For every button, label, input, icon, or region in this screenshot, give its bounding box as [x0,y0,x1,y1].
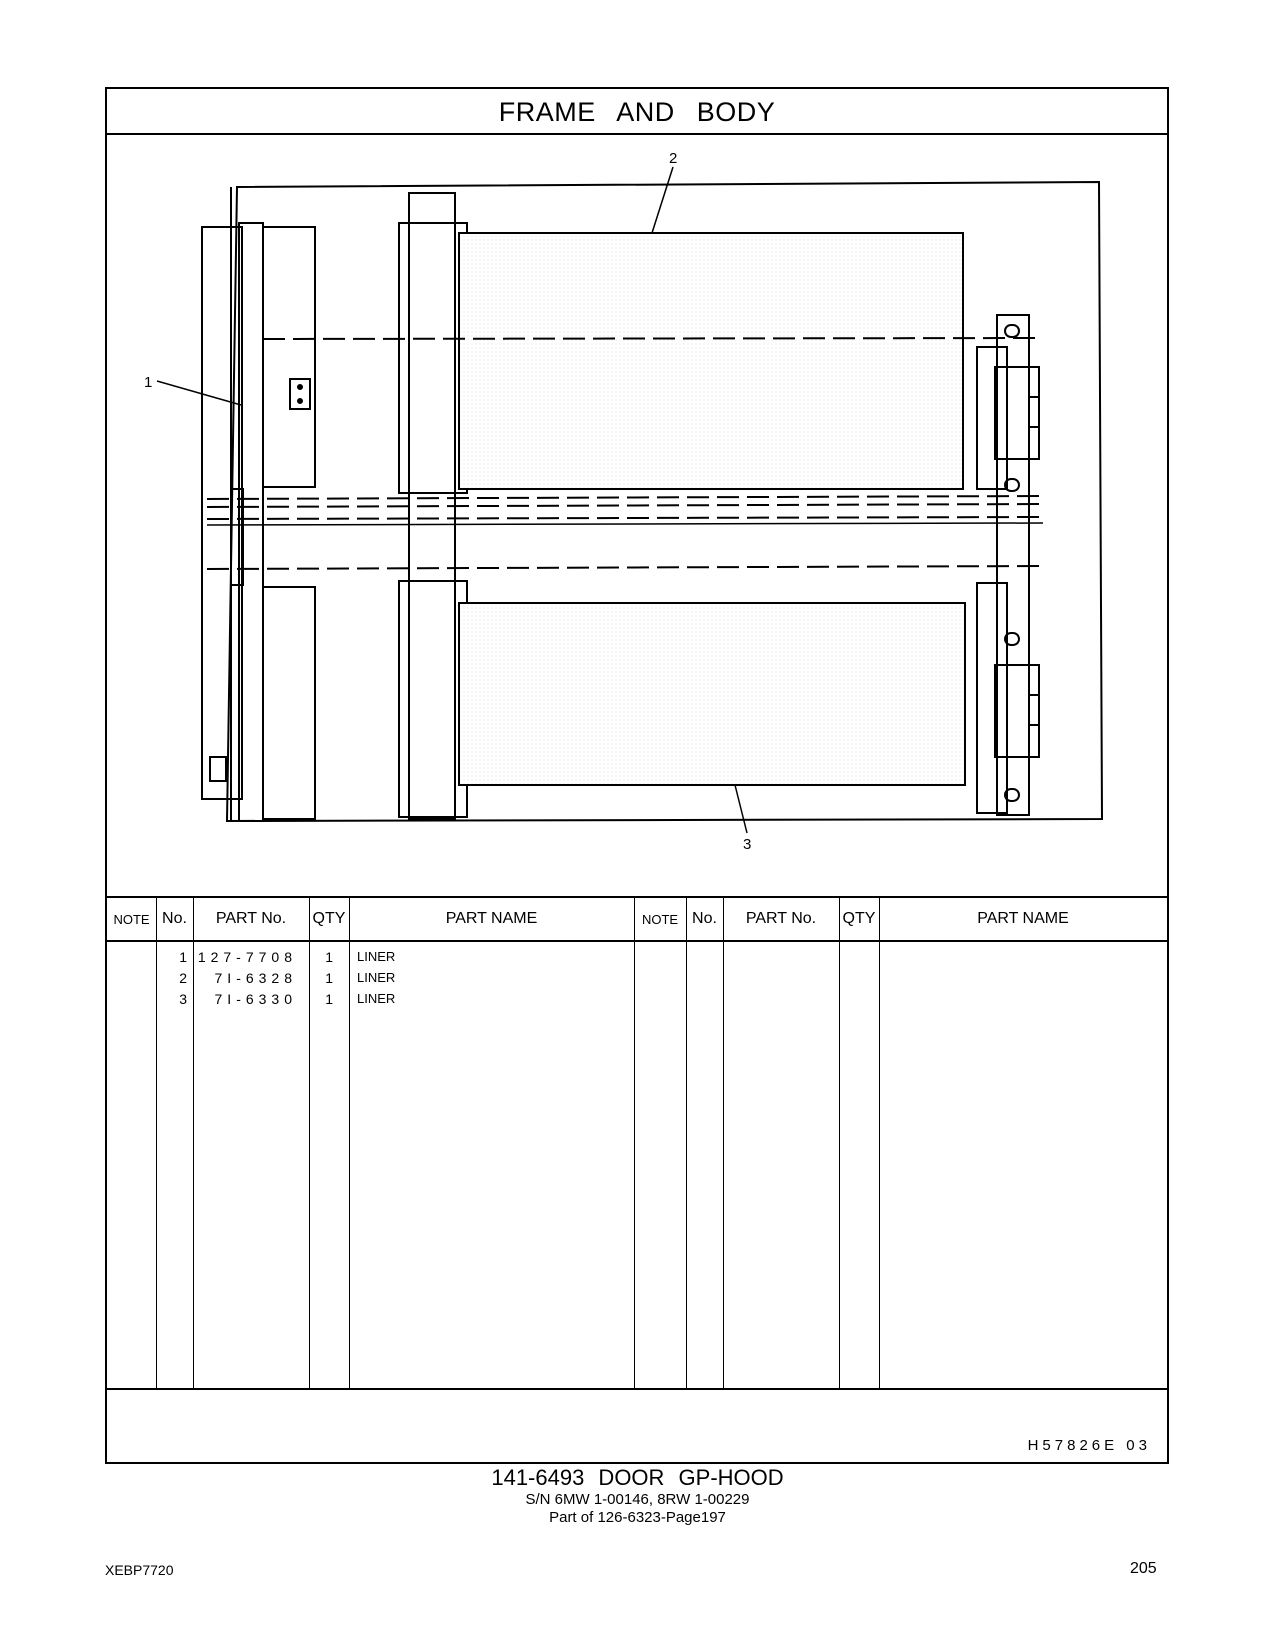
parts-illustration [107,135,1167,896]
item-number: 3 [179,991,187,1007]
door-hood-drawing [107,135,1167,896]
header-qty-left: QTY [312,910,346,927]
header-qty-right: QTY [842,910,876,927]
quantity: 1 [325,991,333,1007]
parts-table-body [107,942,1167,1388]
illustration-footer [107,1388,1167,1464]
parts-table-header [107,896,1167,942]
parts-page-frame [105,87,1169,1464]
callout-3: 3 [743,836,752,853]
item-number: 2 [179,970,187,986]
header-note-right: NOTE [641,911,679,927]
quantity: 1 [325,970,333,986]
page-number: 205 [1130,1560,1157,1577]
illustration-reference: H57826E 03 [1027,1437,1151,1454]
group-title: 141-6493 DOOR GP-HOOD [491,1465,784,1490]
part-number: 7I-6328 [214,970,297,986]
part-name: LINER [357,949,396,964]
section-title: FRAME AND BODY [107,89,1167,135]
header-no-left: No. [162,910,187,927]
parent-reference: Part of 126-6323-Page197 [549,1509,726,1526]
item-number: 1 [179,949,187,965]
header-part-no-left: PART No. [215,910,287,927]
quantity: 1 [325,949,333,965]
part-name: LINER [357,970,396,985]
header-part-name-left: PART NAME [445,910,538,927]
table-row [107,988,634,1010]
callout-1: 1 [144,374,153,391]
header-part-no-right: PART No. [745,910,817,927]
header-part-name-right: PART NAME [977,910,1069,927]
publication-number: XEBP7720 [105,1562,174,1578]
part-name: LINER [357,991,396,1006]
table-row [107,946,634,968]
part-number: 7I-6330 [214,991,297,1007]
header-note-left: NOTE [113,911,150,927]
callout-2: 2 [669,150,678,167]
serial-numbers: S/N 6MW 1-00146, 8RW 1-00229 [525,1491,750,1508]
table-row [107,967,634,989]
part-number: 127-7708 [197,949,297,965]
header-no-right: No. [692,910,717,927]
